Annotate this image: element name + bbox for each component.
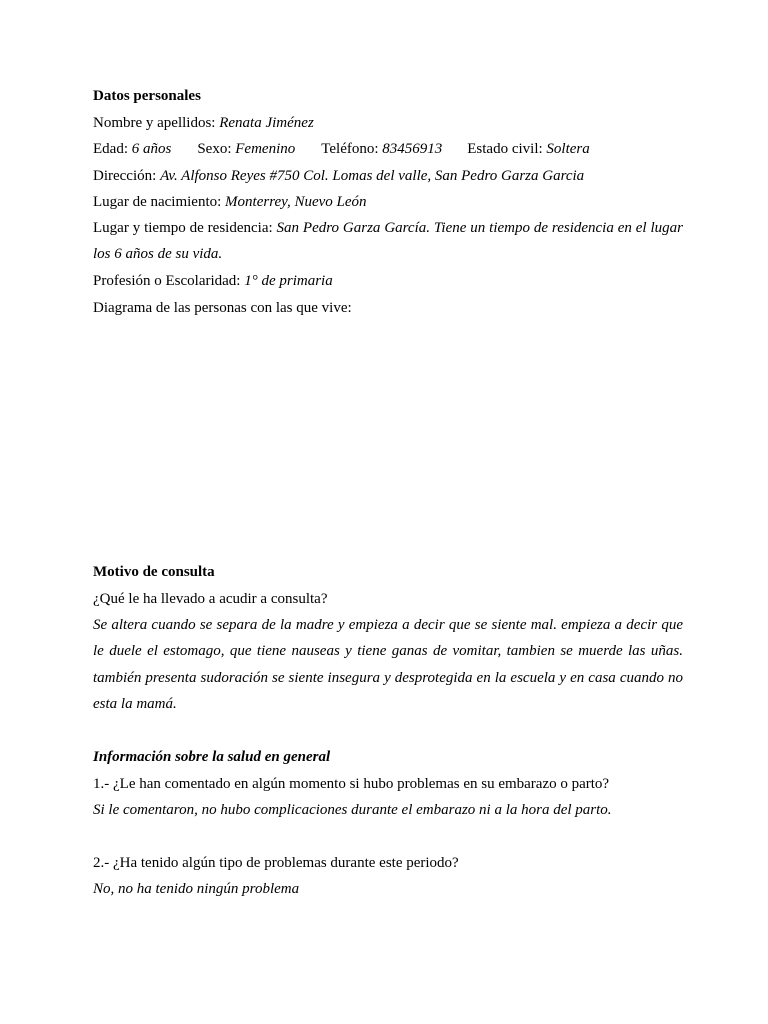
nacimiento-value: Monterrey, Nuevo León <box>225 194 367 210</box>
motivo-answer: Se altera cuando se separa de la madre y empieza a decir que se siente mal. empieza a decir que le duele el estomago, que tiene nauseas y tiene ganas de vomitar, tambien se muerde las uñas. también presenta sudoración se siente insegura y desprotegida en la escuela y en casa cuando no esta la mamá. <box>93 617 683 712</box>
profesion-value: 1° de primaria <box>244 273 333 289</box>
direccion-row <box>93 166 675 186</box>
profesion-label: Profesión o Escolaridad: <box>93 273 245 289</box>
nacimiento-row <box>93 192 675 212</box>
estado-civil-value: Soltera <box>546 141 590 157</box>
edad-label: Edad: <box>93 141 132 157</box>
residencia-value: San Pedro Garza García. Tiene un tiempo de residencia en el lugar los 6 años de su vida. <box>93 220 683 263</box>
residencia-paragraph <box>93 215 683 268</box>
edad-sexo-telefono-row <box>93 139 675 159</box>
profesion-row <box>93 271 675 291</box>
section-heading-datos-personales: Datos personales <box>93 88 201 104</box>
nombre-label: Nombre y apellidos: <box>93 115 220 131</box>
edad-value: 6 años <box>131 141 172 157</box>
sexo-value: Femenino <box>235 141 296 157</box>
residencia-label: Lugar y tiempo de residencia: <box>93 220 277 236</box>
direccion-label: Dirección: <box>93 168 161 184</box>
salud-answer-1: Si le comentaron, no hubo complicaciones durante el embarazo ni a la hora del parto. <box>93 802 612 818</box>
telefono-label: Teléfono: <box>321 141 383 157</box>
nacimiento-label: Lugar de nacimiento: <box>93 194 226 210</box>
nombre-value: Renata Jiménez <box>219 115 314 131</box>
diagrama-label: Diagrama de las personas con las que vive: <box>93 300 352 316</box>
salud-question-2: 2.- ¿Ha tenido algún tipo de problemas durante este periodo? <box>93 855 459 871</box>
direccion-value: Av. Alfonso Reyes #750 Col. Lomas del valle, San Pedro Garza Garcia <box>160 168 585 184</box>
sexo-label: Sexo: <box>197 141 236 157</box>
estado-civil-label: Estado civil: <box>467 141 547 157</box>
telefono-value: 83456913 <box>382 141 443 157</box>
motivo-question: ¿Qué le ha llevado a acudir a consulta? <box>93 591 328 607</box>
section-heading-salud: Información sobre la salud en general <box>93 749 331 765</box>
nombre-row <box>93 113 675 133</box>
salud-question-1: 1.- ¿Le han comentado en algún momento si hubo problemas en su embarazo o parto? <box>93 776 610 792</box>
salud-answer-2: No, no ha tenido ningún problema <box>93 881 300 897</box>
section-heading-motivo-consulta: Motivo de consulta <box>93 564 215 580</box>
